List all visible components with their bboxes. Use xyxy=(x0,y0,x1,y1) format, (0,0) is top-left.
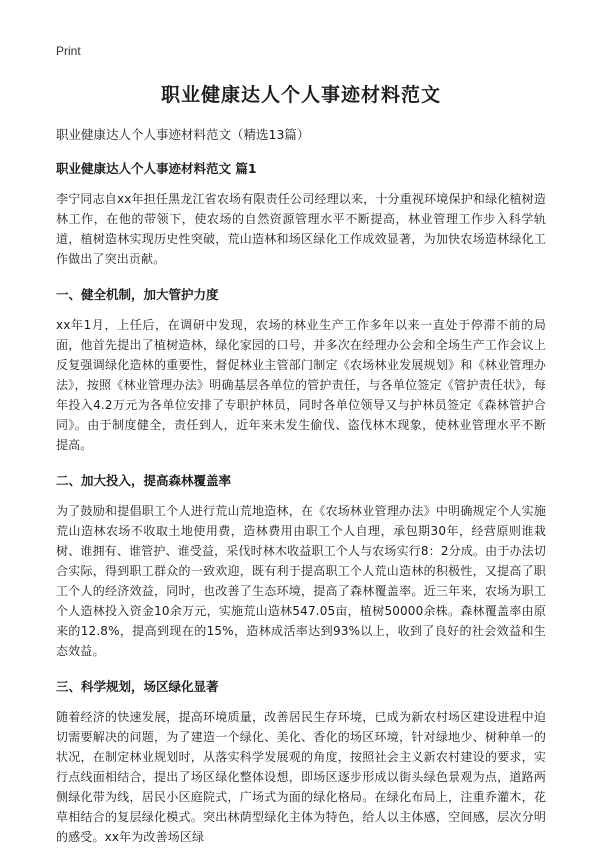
section-heading-3: 三、科学规划，场区绿化显著 xyxy=(56,679,219,694)
document-body xyxy=(56,80,546,857)
section-heading-1: 一、健全机制，加大管护力度 xyxy=(56,287,219,302)
section-paragraph-2: 为了鼓励和提倡职工个人进行荒山荒地造林，在《农场林业管理办法》中明确规定个人实施荒山造林农场不收取土地使用费，造林费用由职工个人自理，承包期30年，经营原则谁栽树、谁拥有、谁管护、谁受益，采伐时林木收益职工个人与农场实行8：2分成。由于办法切合实际，得到职工群众的一致欢迎，既有利于提高职工个人荒山造林的积极性，又提高了职工个人的经济效益，同时，也改善了生态环境，提高了森林覆盖率。近三年来，农场为职工个人造林投入资金10余万元，实施荒山造林547.05亩，植树50000余株。森林覆盖率由原来的12.8%，提高到现在的15%，造林成活率达到93%以上，收到了良好的社会效益和生态效益。 xyxy=(56,504,546,658)
section-paragraph-1: xx年1月，上任后，在调研中发现，农场的林业生产工作多年以来一直处于停滞不前的局面，他首先提出了植树造林，绿化家园的口号，并多次在经理办公会和全场生产工作会议上反复强调绿化造林的重要性，督促林业主管部门制定《农场林业发展规划》和《林业管理办法》，按照《林业管理办法》明确基层各单位的管护责任，与各单位签定《管护责任状》，每年投入4.2万元为各单位安排了专职护林员，同时各单位领导又与护林员签定《森林管护合同》。由于制度健全，责任到人，近年来未发生偷伐、盗伐林木现象，使林业管理水平不断提高。 xyxy=(56,318,546,452)
part-heading: 职业健康达人个人事迹材料范文 篇1 xyxy=(56,161,257,176)
intro-paragraph: 李宁同志自xx年担任黑龙江省农场有限责任公司经理以来，十分重视环境保护和绿化植树造林工作，在他的带领下，使农场的自然资源管理水平不断提高，林业管理工作步入科学轨道，植树造林实现历史性突破，荒山造林和场区绿化工作成效显著，为加快农场造林绿化工作做出了突出贡献。 xyxy=(56,192,546,266)
section-heading-2: 二、加大投入，提高森林覆盖率 xyxy=(56,473,232,488)
document-title: 职业健康达人个人事迹材料范文 xyxy=(160,84,441,106)
print-link[interactable]: Print xyxy=(56,44,81,58)
section-paragraph-3: 随着经济的快速发展，提高环境质量，改善居民生存环境，已成为新农村场区建设进程中迫切需要解决的问题，为了建造一个绿化、美化、香化的场区环境，针对绿地少、树种单一的状况，在制定林业规划时，从落实科学发展观的角度，按照社会主义新农村建设的要求，实行点线面相结合，提出了场区绿化整体设想，即场区逐步形成以街头绿色景观为点，道路两侧绿化带为线，居民小区庭院式，广场式为面的绿化格局。在绿化布局上，注重乔灌木，花草相结合的复层绿化模式。突出林荫型绿化主体为特色，给人以主体感，空间感，层次分明的感受。xx年为改善场区绿 xyxy=(56,710,546,844)
document-subtitle: 职业健康达人个人事迹材料范文（精选13篇） xyxy=(56,127,310,142)
